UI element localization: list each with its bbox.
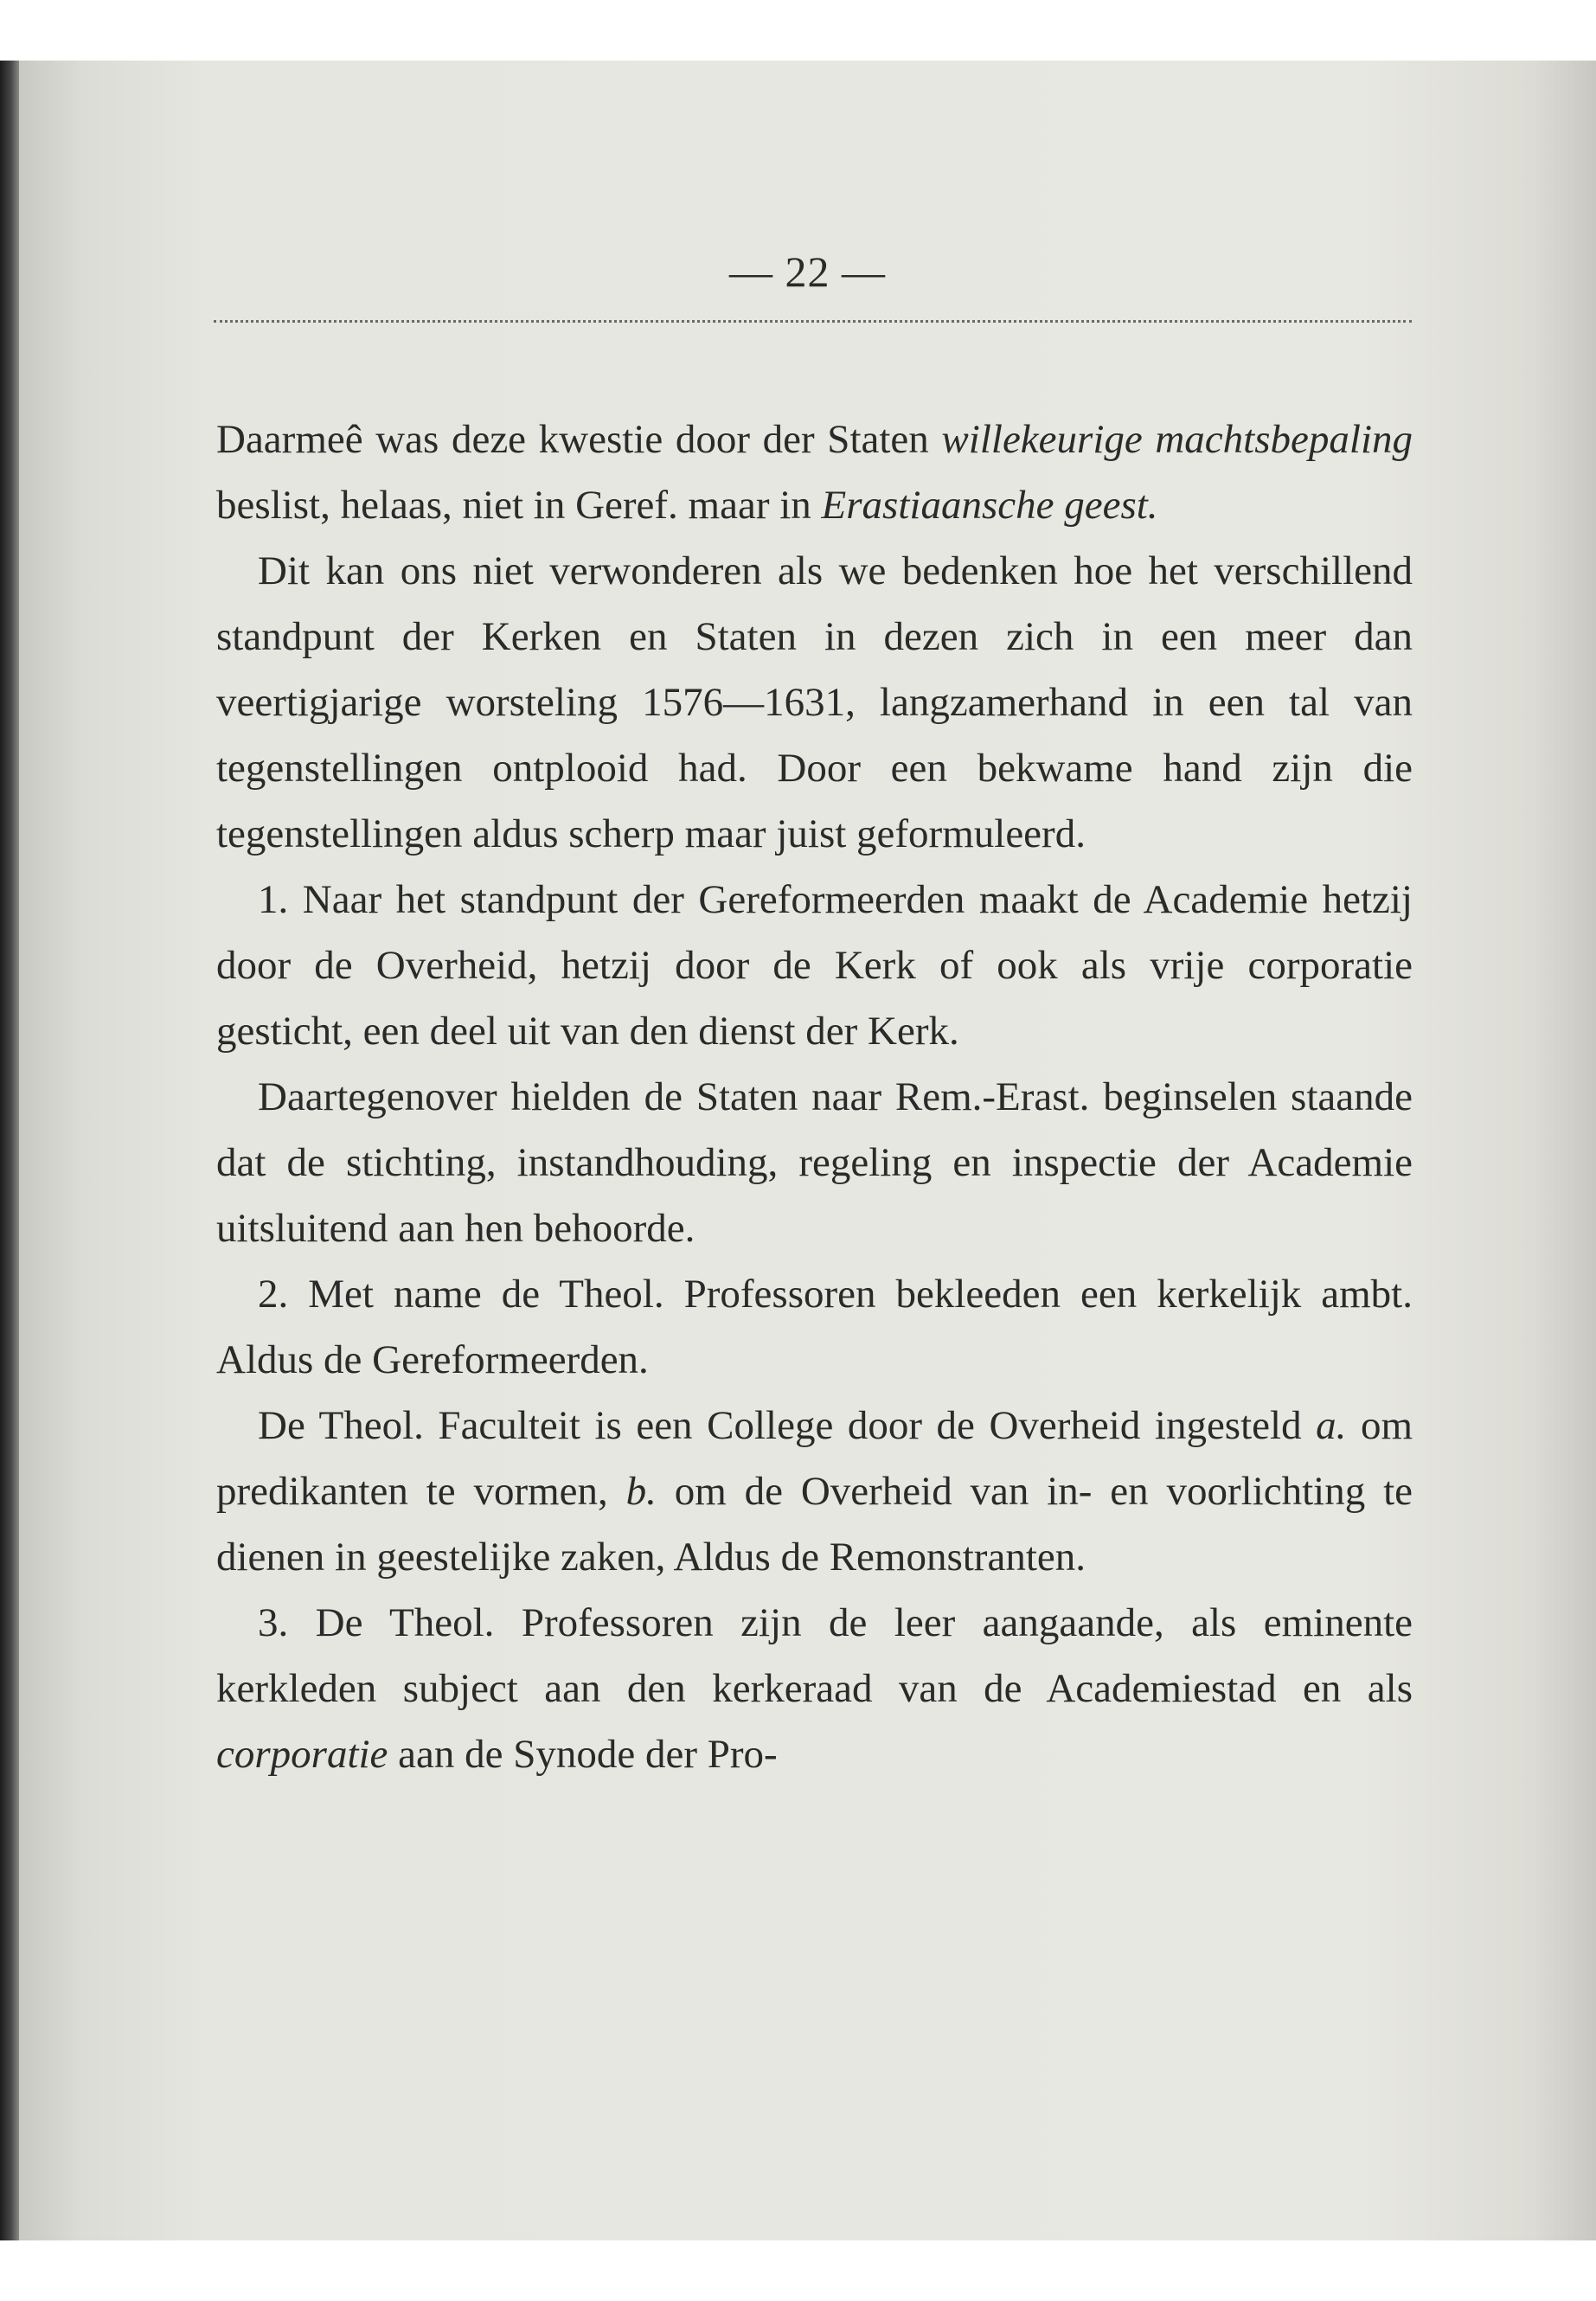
italic-run: corporatie xyxy=(216,1732,388,1777)
book-page xyxy=(19,61,1596,2240)
paragraph xyxy=(216,538,1413,867)
paragraph xyxy=(216,1064,1413,1261)
italic-run: a. xyxy=(1316,1403,1347,1448)
page-number: — 22 — xyxy=(729,247,886,296)
text-run: 1. Naar het standpunt der Gereformeerden maakt de Academie hetzij door de Overheid, hetzij door de Kerk of ook als vrije corporatie gesticht, een deel uit van den dienst der Kerk. xyxy=(216,877,1413,1054)
paragraph xyxy=(216,1590,1413,1787)
italic-run: Erastiaansche geest. xyxy=(821,483,1158,528)
paragraph xyxy=(216,867,1413,1064)
text-run: om predikanten te vormen, xyxy=(216,1403,1413,1514)
text-run: 3. De Theol. Professoren zijn de leer aangaande, als eminente kerkleden subject aan den kerkeraad van de Academiestad en als xyxy=(216,1600,1413,1711)
text-run: De Theol. Faculteit is een College door de Overheid ingesteld xyxy=(258,1403,1317,1448)
text-run: aan de Synode der Pro- xyxy=(388,1732,778,1777)
text-run: 2. Met name de Theol. Professoren bekleeden een kerkelijk ambt. Aldus de Gereformeerden. xyxy=(216,1272,1413,1382)
header-rule xyxy=(214,320,1412,323)
text-run: Dit kan ons niet verwonderen als we bedenken hoe het verschillend standpunt der Kerken en Staten in dezen zich in een meer dan veertigjarige worsteling 1576—1631, langzamerhand in een tal van tegenstellingen ontplooid had. Door een bekwame hand zijn die tegenstellingen aldus scherp maar juist geformuleerd. xyxy=(216,548,1413,856)
paragraph xyxy=(216,1393,1413,1590)
paragraph xyxy=(216,1261,1413,1393)
scan-edge xyxy=(0,61,19,2240)
text-run: beslist, helaas, niet in Geref. maar in xyxy=(216,483,822,528)
text-run: Daarmeê was deze kwestie door der Staten xyxy=(216,417,942,462)
italic-run: b. xyxy=(625,1469,657,1514)
text-run: Daartegenover hielden de Staten naar Rem.-Erast. beginselen staande dat de stichting, instandhouding, regeling en inspectie der Academie uitsluitend aan hen behoorde. xyxy=(216,1074,1413,1251)
paragraph xyxy=(216,407,1413,538)
text-run: om de Overheid van in- en voorlichting te dienen in geestelijke zaken, Aldus de Remonstranten. xyxy=(216,1469,1413,1580)
italic-run: willekeurige machtsbepaling xyxy=(941,417,1413,462)
body-text xyxy=(216,407,1413,1787)
